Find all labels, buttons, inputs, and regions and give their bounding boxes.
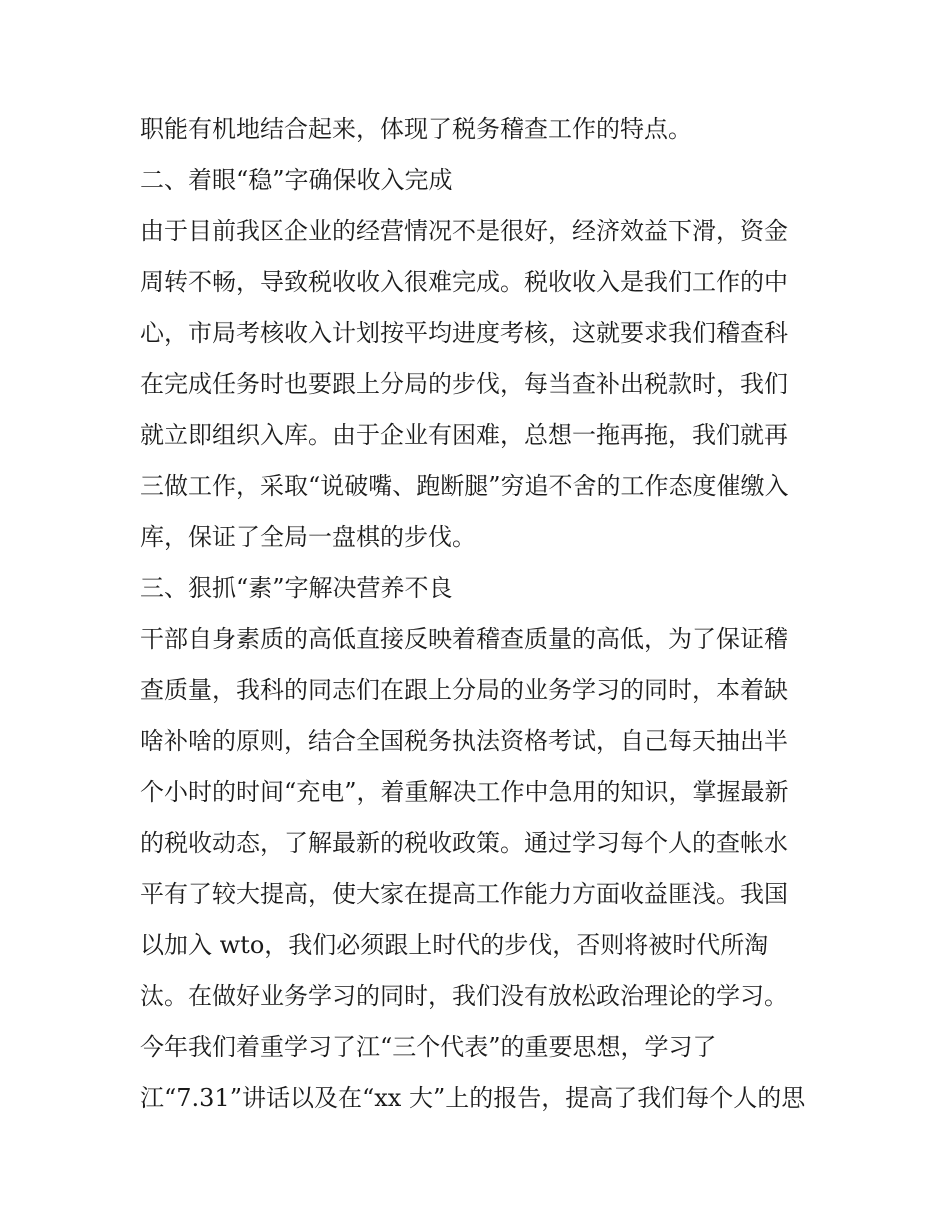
document-body <box>140 104 820 1124</box>
text-line: 的税收动态，了解最新的税收政策。通过学习每个人的查帐水 <box>140 829 788 857</box>
text-line: 心，市局考核收入计划按平均进度考核，这就要求我们稽查科 <box>140 319 788 347</box>
text-line: 今年我们着重学习了江“三个代表”的重要思想，学习了 <box>140 1033 717 1061</box>
section-heading: 三、狠抓“素”字解决营养不良 <box>140 574 453 602</box>
text-line: 由于目前我区企业的经营情况不是很好，经济效益下滑，资金 <box>140 217 788 245</box>
text-line: 在完成任务时也要跟上分局的步伐，每当查补出税款时，我们 <box>140 370 788 398</box>
text-line: 就立即组织入库。由于企业有困难，总想一拖再拖，我们就再 <box>140 421 788 449</box>
text-line: 查质量，我科的同志们在跟上分局的业务学习的同时，本着缺 <box>140 676 788 704</box>
text-line: 个小时的时间“充电”，着重解决工作中急用的知识，掌握最新 <box>140 778 789 806</box>
text-line: 职能有机地结合起来，体现了税务稽查工作的特点。 <box>140 115 692 143</box>
text-line: 平有了较大提高，使大家在提高工作能力方面收益匪浅。我国 <box>140 880 788 908</box>
text-line: 干部自身素质的高低直接反映着稽查质量的高低，为了保证稽 <box>140 625 788 653</box>
text-line: 啥补啥的原则，结合全国税务执法资格考试，自己每天抽出半 <box>140 727 788 755</box>
text-line: 以加入 wto，我们必须跟上时代的步伐，否则将被时代所淘 <box>140 931 769 959</box>
text-line: 汰。在做好业务学习的同时，我们没有放松政治理论的学习。 <box>140 982 788 1010</box>
section-heading: 二、着眼“稳”字确保收入完成 <box>140 166 453 194</box>
text-line: 江“7.31”讲话以及在“xx 大”上的报告，提高了我们每个人的思 <box>140 1084 806 1112</box>
text-line: 三做工作，采取“说破嘴、跑断腿”穷追不舍的工作态度催缴入 <box>140 472 789 500</box>
text-line: 周转不畅，导致税收收入很难完成。税收收入是我们工作的中 <box>140 268 788 296</box>
text-line: 库，保证了全局一盘棋的步伐。 <box>140 523 476 551</box>
